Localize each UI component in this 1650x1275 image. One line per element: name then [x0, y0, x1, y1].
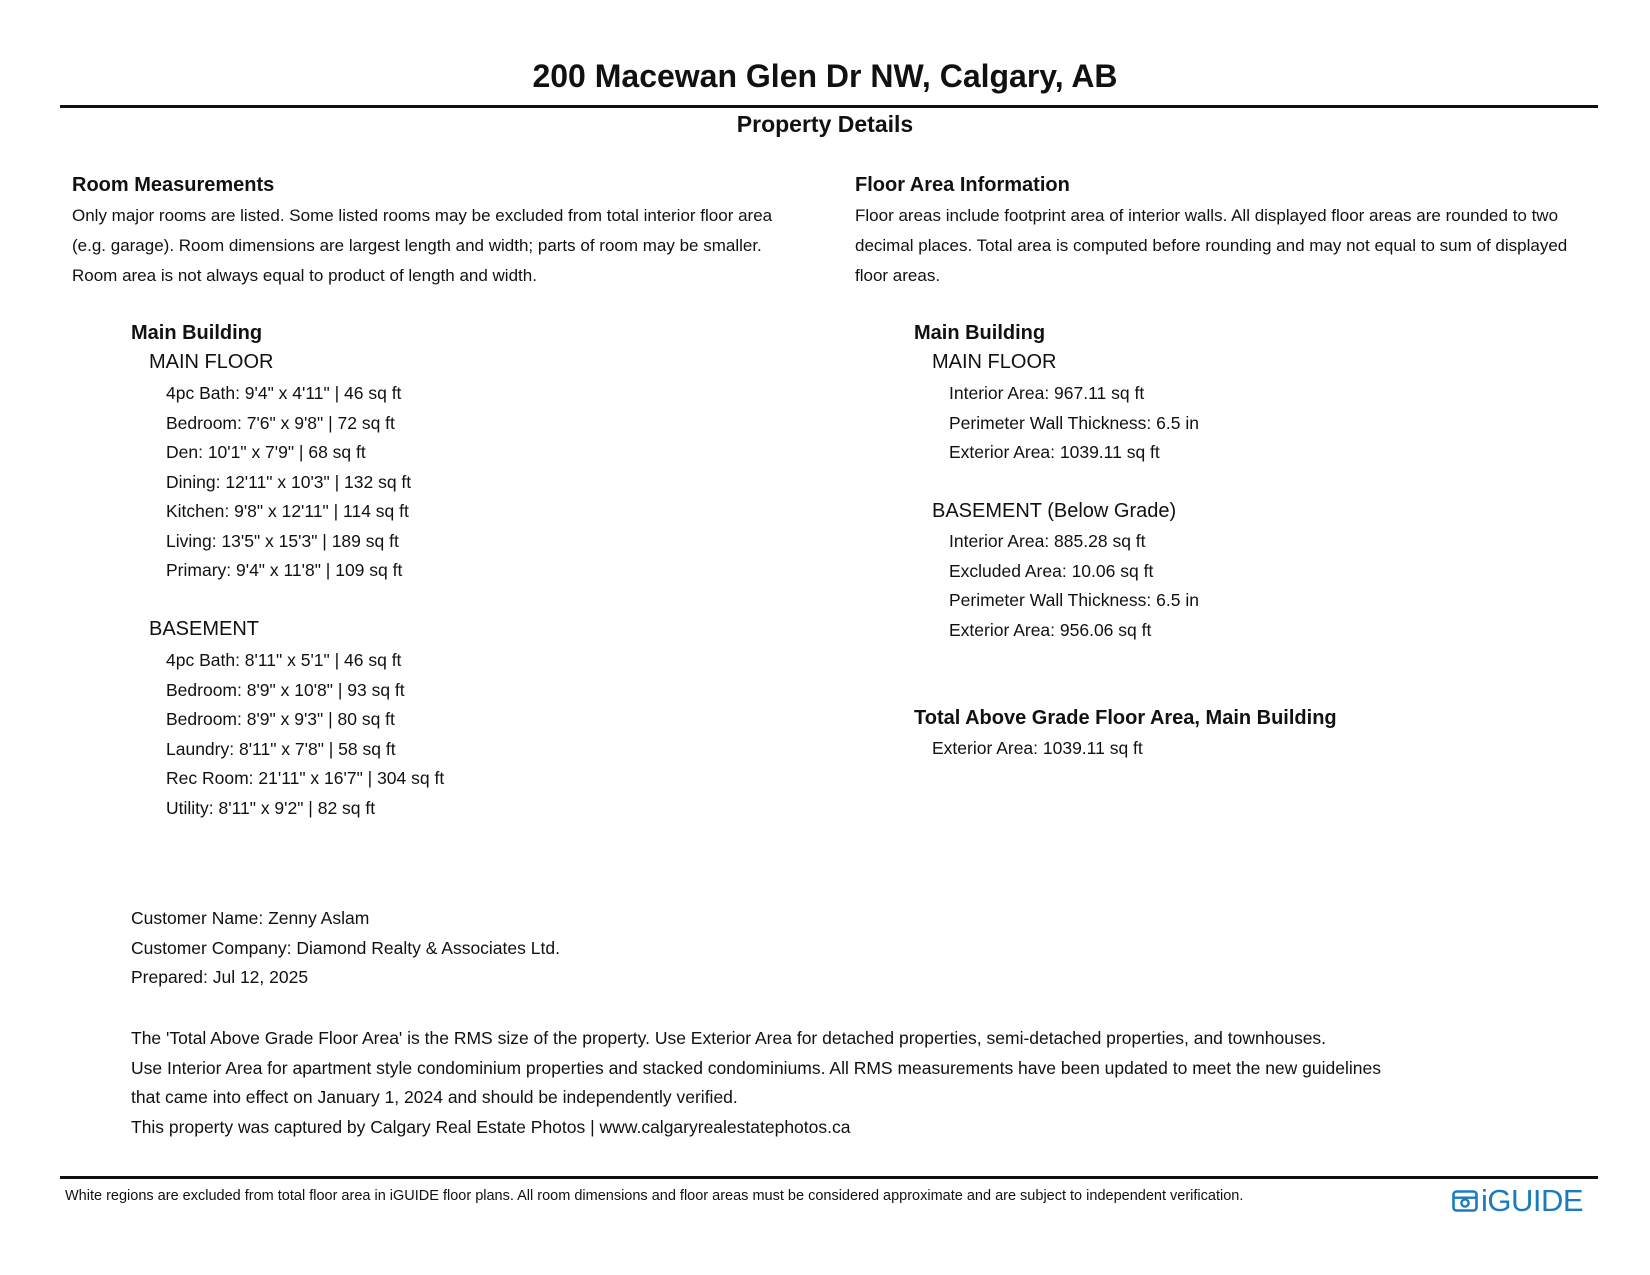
note-line: Use Interior Area for apartment style condominium properties and stacked condominiums. All RMS measurements have been updated to meet the new guidelines	[131, 1057, 1381, 1078]
footer-disclaimer: White regions are excluded from total floor area in iGUIDE floor plans. All room dimensions and floor areas must be considered approximate and are subject to independent verification.	[65, 1188, 1244, 1204]
room-item: Rec Room: 21'11" x 16'7" | 304 sq ft	[166, 768, 445, 788]
intro-line: Only major rooms are listed. Some listed rooms may be excluded from total interior floor area	[72, 206, 773, 225]
room-item: 4pc Bath: 8'11" x 5'1" | 46 sq ft	[166, 650, 402, 670]
header-divider	[60, 105, 1598, 108]
customer-info	[131, 904, 560, 993]
area-building-label: Main Building	[914, 322, 1046, 344]
intro-line: (e.g. garage). Room dimensions are largest length and width; parts of room may be smaller.	[72, 236, 762, 255]
room-item: 4pc Bath: 9'4" x 4'11" | 46 sq ft	[166, 383, 402, 403]
area-main-floor-label: MAIN FLOOR	[932, 351, 1057, 373]
room-basement-label: BASEMENT	[149, 618, 260, 640]
area-item: Perimeter Wall Thickness: 6.5 in	[949, 412, 1199, 433]
room-item: Bedroom: 8'9" x 9'3" | 80 sq ft	[166, 709, 395, 729]
basement-room-list	[166, 646, 444, 823]
floor-area-heading: Floor Area Information	[855, 174, 1070, 196]
page-title: 200 Macewan Glen Dr NW, Calgary, AB	[532, 58, 1118, 94]
intro-line: Room area is not always equal to product of length and width.	[72, 266, 537, 285]
note-line: The 'Total Above Grade Floor Area' is the RMS size of the property. Use Exterior Area for detached properties, semi-detached properties, and townhouses.	[131, 1028, 1327, 1048]
room-item: Living: 13'5" x 15'3" | 189 sq ft	[166, 530, 399, 551]
main-floor-room-list	[166, 379, 411, 586]
room-item: Bedroom: 7'6" x 9'8" | 72 sq ft	[166, 412, 395, 433]
camera-icon	[1452, 1188, 1478, 1214]
footer-divider	[60, 1176, 1598, 1179]
intro-line: decimal places. Total area is computed before rounding and may not equal to sum of displayed	[855, 236, 1568, 255]
area-item: Exterior Area: 956.06 sq ft	[949, 619, 1152, 640]
floor-area-intro	[855, 201, 1567, 291]
customer-company: Customer Company: Diamond Realty & Associates Ltd.	[131, 937, 560, 958]
total-area-value: Exterior Area: 1039.11 sq ft	[932, 738, 1143, 758]
room-item: Utility: 8'11" x 9'2" | 82 sq ft	[166, 797, 376, 818]
room-item: Den: 10'1" x 7'9" | 68 sq ft	[166, 442, 366, 462]
intro-line: floor areas.	[855, 266, 941, 285]
iguide-logo	[1452, 1183, 1583, 1219]
area-basement-label: BASEMENT (Below Grade)	[932, 500, 1177, 522]
area-item: Excluded Area: 10.06 sq ft	[949, 560, 1154, 581]
room-item: Bedroom: 8'9" x 10'8" | 93 sq ft	[166, 679, 405, 700]
area-item: Exterior Area: 1039.11 sq ft	[949, 442, 1160, 462]
room-item: Laundry: 8'11" x 7'8" | 58 sq ft	[166, 738, 396, 759]
area-item: Interior Area: 967.11 sq ft	[949, 383, 1145, 403]
room-measurements-intro	[72, 201, 772, 291]
note-line: This property was captured by Calgary Real Estate Photos | www.calgaryrealestatephotos.ca	[131, 1116, 851, 1137]
room-building-label: Main Building	[131, 322, 263, 344]
main-floor-area-list	[949, 379, 1199, 468]
basement-area-list	[949, 527, 1199, 645]
area-item: Perimeter Wall Thickness: 6.5 in	[949, 590, 1199, 610]
room-measurements-heading: Room Measurements	[72, 174, 275, 196]
intro-line: Floor areas include footprint area of interior walls. All displayed floor areas are rounded to two	[855, 206, 1559, 225]
page-subtitle: Property Details	[736, 111, 914, 137]
rms-notes	[131, 1024, 1381, 1142]
note-line: that came into effect on January 1, 2024 and should be independently verified.	[131, 1087, 738, 1107]
room-main-floor-label: MAIN FLOOR	[149, 351, 274, 373]
total-area-heading: Total Above Grade Floor Area, Main Building	[914, 707, 1337, 729]
area-item: Interior Area: 885.28 sq ft	[949, 531, 1146, 551]
logo-text: iGUIDE	[1481, 1183, 1584, 1218]
customer-name: Customer Name: Zenny Aslam	[131, 908, 370, 928]
prepared-date: Prepared: Jul 12, 2025	[131, 967, 309, 987]
room-item: Primary: 9'4" x 11'8" | 109 sq ft	[166, 560, 403, 580]
room-item: Dining: 12'11" x 10'3" | 132 sq ft	[166, 471, 412, 492]
room-item: Kitchen: 9'8" x 12'11" | 114 sq ft	[166, 501, 409, 521]
